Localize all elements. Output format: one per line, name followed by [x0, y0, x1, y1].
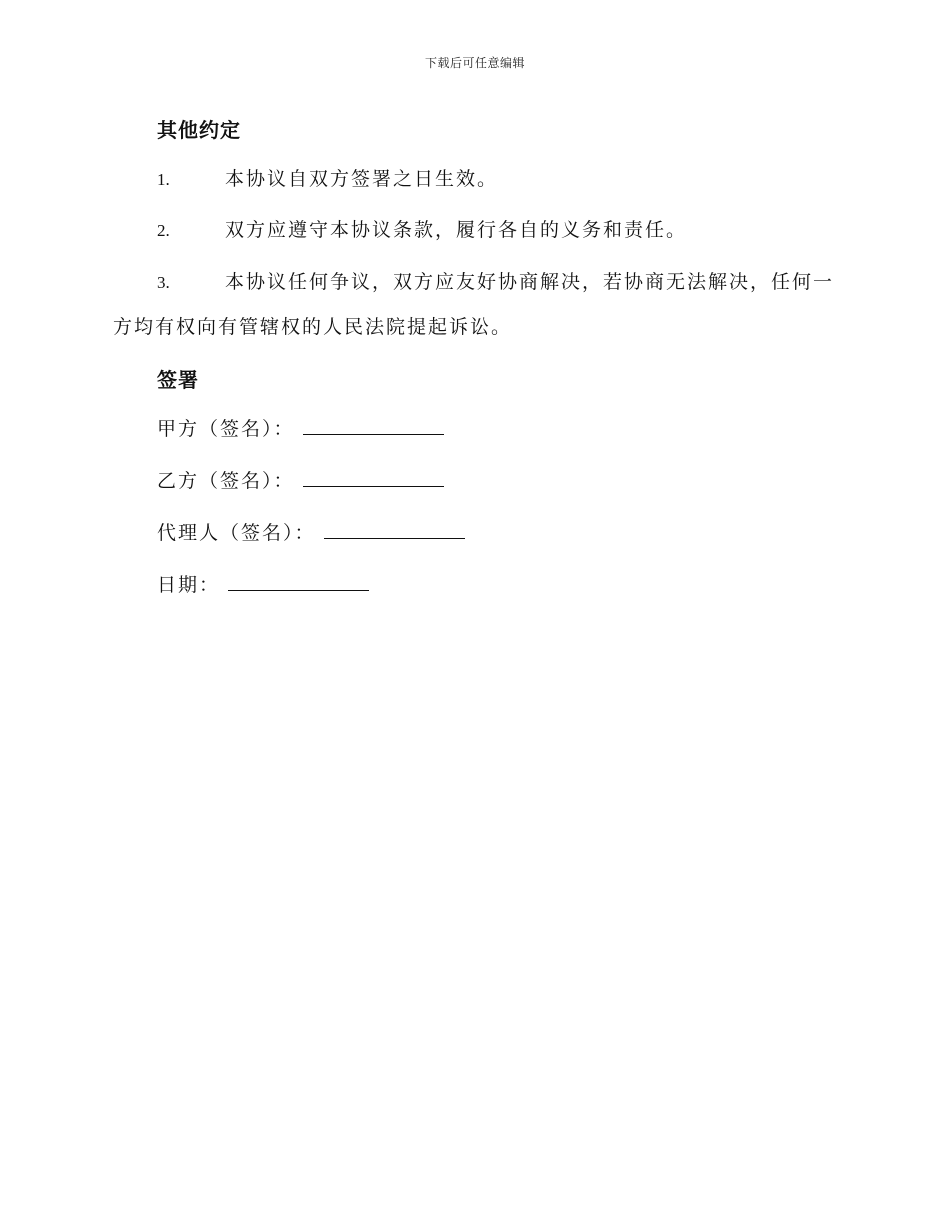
list-item	[157, 208, 687, 253]
party-a-signature-blank[interactable]	[303, 416, 444, 435]
party-b-signature-blank[interactable]	[303, 468, 444, 487]
section-heading-signatures: 签署	[157, 368, 199, 392]
agent-label: 代理人（签名）：	[157, 522, 316, 544]
item-text: 本协议自双方签署之日生效。	[225, 168, 499, 190]
date-label: 日期：	[157, 574, 221, 596]
section-heading-other-terms: 其他约定	[157, 118, 241, 142]
party-a-label: 甲方（签名）：	[157, 418, 295, 440]
party-b-label: 乙方（签名）：	[157, 470, 295, 492]
item-text: 本协议任何争议，双方应友好协商解决，若协商无法解决，任何一方均有权向有管辖权的人民法院提起诉讼。	[113, 271, 835, 338]
list-item	[157, 157, 498, 202]
party-b-signature-line	[157, 466, 444, 493]
item-text: 双方应遵守本协议条款，履行各自的义务和责任。	[225, 219, 688, 241]
page-header-note: 下载后可任意编辑	[424, 56, 525, 70]
agent-signature-blank[interactable]	[324, 520, 465, 539]
agent-signature-line	[157, 518, 465, 545]
item-number: 1.	[157, 170, 170, 189]
party-a-signature-line	[157, 414, 444, 441]
date-blank[interactable]	[228, 572, 369, 591]
date-line	[157, 570, 369, 597]
list-item	[113, 260, 843, 349]
item-number: 3.	[157, 273, 170, 292]
item-number: 2.	[157, 221, 170, 240]
